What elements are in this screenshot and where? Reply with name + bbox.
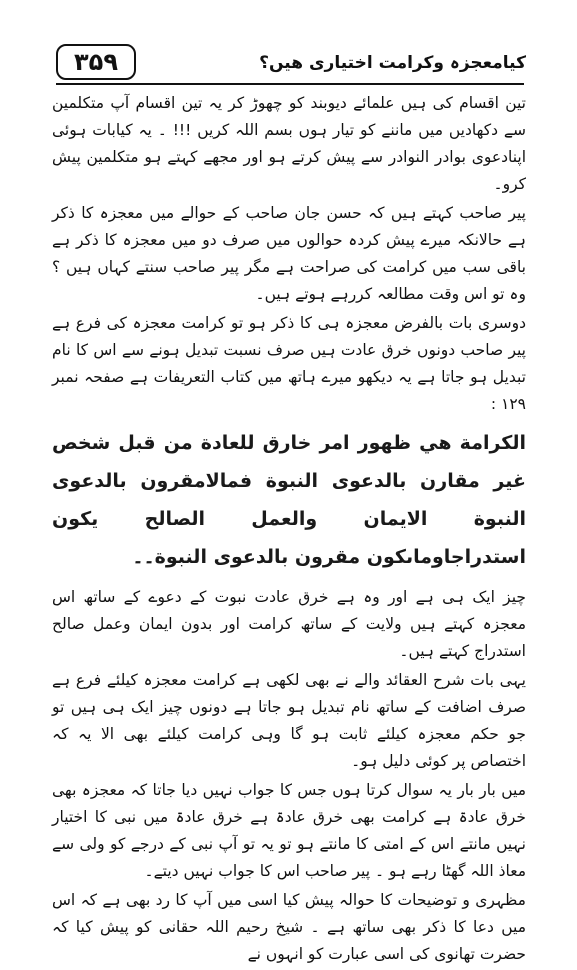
paragraph: پیر صاحب کہتے ہیں کہ حسن جان صاحب کے حوالے میں معجزہ کا ذکر ہے حالانکہ میرے پیش کردہ حوالوں میں صرف دو میں معجزہ کا ذکر ہے باقی سب میں کرامت کی صراحت ہے مگر پیر صاحب سنتے کہاں ہیں ؟ وہ تو اس وقت مطالعہ کررہے ہوتے ہیں۔: [52, 204, 526, 303]
arabic-quotation: الكرامة هي ظهور امر خارق للعادة من قبل شخص غير مقارن بالدعوى النبوة فمالامقرون بالدعوى النبوة الايمان والعمل الصالح يكون استدراجاوماىكون مقرون بالدعوى النبوة۔۔: [52, 432, 526, 568]
paragraph: دوسری بات بالفرض معجزہ ہی کا ذکر ہو تو کرامت معجزہ کی فرع ہے پیر صاحب دونوں خرق عادت ہیں صرف نسبت تبدیل ہونے سے اس کا نام تبدیل ہو جاتا ہے یہ دیکھو میرے ہاتھ میں کتاب التعریفات ہے صفحہ نمبر ۱۲۹ :: [52, 314, 526, 413]
paragraph: تین اقسام کی ہیں علمائے دیوبند کو چھوڑ کر یہ تین اقسام آپ متکلمین سے دکھادیں میں ماننے کو تیار ہوں بسم اللہ کریں !!! ۔ یہ کیابات ہوئی اپنادعوی بوادر النوادر سے پیش کرتے ہو اور مجھے کہتے ہو متکلمین پیش کرو۔: [52, 94, 526, 193]
page-number: ۳۵۹: [56, 44, 136, 80]
running-title: کیامعجزہ وکرامت اختیاری ھیں؟: [259, 53, 526, 73]
paragraph: چیز ایک ہی ہے اور وہ ہے خرق عادت نبوت کے دعوے کے ساتھ اس معجزہ کہتے ہیں ولایت کے ساتھ کرامت اور بدون ایمان وعمل صالح استدراج کہتے ہیں۔: [52, 588, 526, 660]
paragraph: میں بار بار یہ سوال کرتا ہوں جس کا جواب نہیں دیا جاتا کہ معجزہ بھی خرق عادۃ ہے کرامت بھی خرق عادۃ ہے خرق عادۃ میں نبی کا اختیار نہیں مانتے اس کے امتی کا مانتے ہو تو یہ تو آپ نبی کے درجے کو ولی سے معاذ اللہ گھٹا رہے ہو ۔ پیر صاحب اس کا جواب نہیں دیتے۔: [52, 781, 526, 880]
header-divider: [56, 83, 524, 85]
body-text: [52, 90, 526, 970]
paragraph: مظہری و توضیحات کا حوالہ پیش کیا اسی میں آپ کا رد بھی ہے کہ اس میں دعا کا ذکر بھی ساتھ ہے ۔ شیخ رحیم اللہ حقانی کو پیش کیا کہ حضرت تھانوی کی اسی عبارت کو انہوں نے: [52, 891, 526, 963]
page-header: [56, 44, 526, 84]
paragraph: یہی بات شرح العقائد والے نے بھی لکھی ہے کرامت معجزہ کیلئے فرع ہے صرف اضافت کے ساتھ نام تبدیل ہو جاتا ہے دونوں چیز ایک ہی ہیں تو جو حکم معجزہ کیلئے ثابت ہو گا وہی کرامت کیلئے بھی الا یہ کہ اختصاص پر کوئی دلیل ہو۔: [52, 671, 526, 770]
